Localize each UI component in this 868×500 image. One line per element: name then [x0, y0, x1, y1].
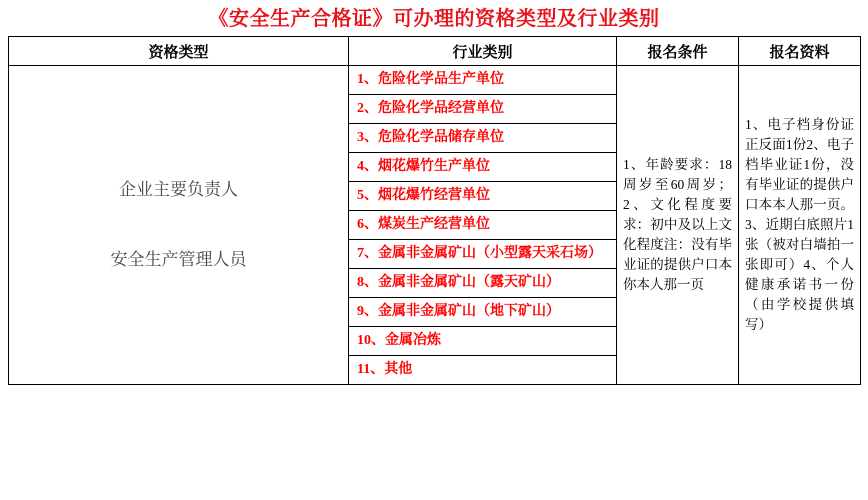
- industry-item-5: 5、烟花爆竹经营单位: [349, 182, 616, 211]
- industry-item-7: 7、金属非金属矿山（小型露天采石场）: [349, 240, 616, 269]
- table-body: [9, 66, 861, 385]
- category-line-1: 企业主要负责人: [119, 180, 238, 199]
- cell-conditions: [617, 66, 739, 385]
- industry-item-6: 6、煤炭生产经营单位: [349, 211, 616, 240]
- industry-item-8: 8、金属非金属矿山（露天矿山）: [349, 269, 616, 298]
- conditions-text: 1、年龄要求：18周岁至60周岁；2、文化程度要求：初中及以上文化程度注：没有毕业证的提供户口本你本人那一页: [623, 157, 732, 292]
- header-documents: 报名资料: [739, 37, 861, 66]
- documents-text: 1、电子档身份证正反面1份2、电子档毕业证1份，没有毕业证的提供户口本本人那一页。3、近期白底照片1张（被对白墙拍一张即可）4、个人健康承诺书一份（由学校提供填写）: [745, 117, 854, 332]
- industry-item-9: 9、金属非金属矿山（地下矿山）: [349, 298, 616, 327]
- table-row: [9, 66, 861, 385]
- cell-documents: [739, 66, 861, 385]
- table-header-row: [9, 37, 861, 66]
- cell-industry: [349, 66, 617, 385]
- table-header: [9, 37, 861, 66]
- industry-item-3: 3、危险化学品储存单位: [349, 124, 616, 153]
- cell-category: [9, 66, 349, 385]
- industry-item-2: 2、危险化学品经营单位: [349, 95, 616, 124]
- header-conditions: 报名条件: [617, 37, 739, 66]
- page-title: 《安全生产合格证》可办理的资格类型及行业类别: [208, 8, 660, 30]
- industry-list: [349, 66, 616, 384]
- industry-item-10: 10、金属冶炼: [349, 327, 616, 356]
- header-category: 资格类型: [9, 37, 349, 66]
- industry-item-4: 4、烟花爆竹生产单位: [349, 153, 616, 182]
- category-spacer: [10, 212, 347, 238]
- industry-item-1: 1、危险化学品生产单位: [349, 66, 616, 95]
- industry-item-11: 11、其他: [349, 356, 616, 385]
- header-industry: 行业类别: [349, 37, 617, 66]
- category-line-2: 安全生产管理人员: [110, 250, 247, 269]
- qualification-table: [8, 36, 861, 385]
